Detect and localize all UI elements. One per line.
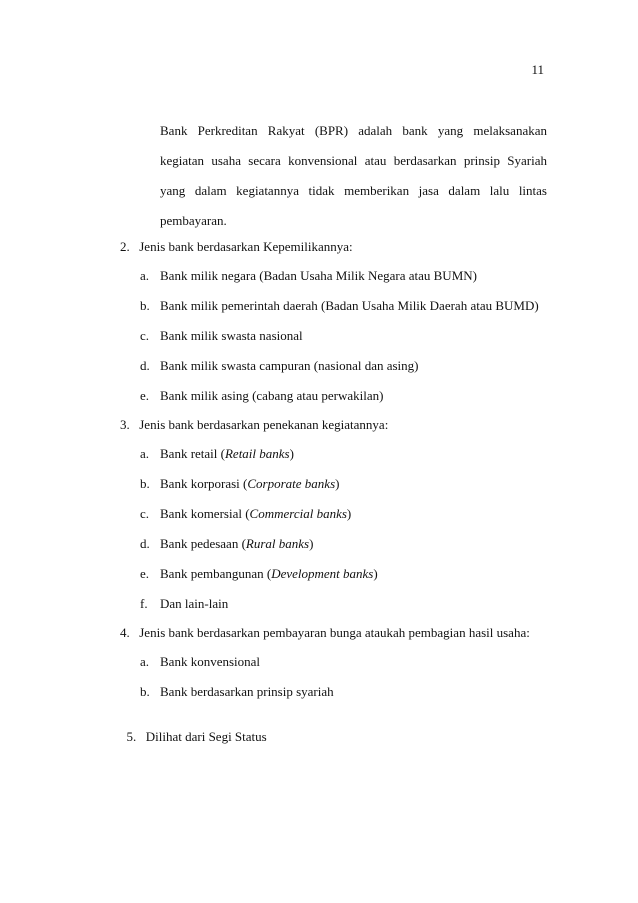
item-letter: e.: [140, 388, 150, 403]
item-letter: a.: [140, 446, 150, 461]
list-item: [140, 654, 260, 670]
item-italic-term: Development banks: [271, 566, 374, 581]
item-text: Bank komersial (: [160, 506, 250, 521]
page-number: 11: [531, 62, 544, 77]
item-letter: b.: [140, 298, 150, 313]
list-item: [140, 298, 539, 314]
section-title: Jenis bank berdasarkan pembayaran bunga ataukah pembagian hasil usaha:: [139, 625, 530, 640]
item-text: Bank milik swasta campuran (nasional dan asing): [160, 358, 419, 373]
item-italic-term: Corporate banks: [247, 476, 336, 491]
item-letter: c.: [140, 328, 150, 343]
list-item: [140, 328, 303, 344]
item-closing: ): [335, 476, 340, 491]
item-letter: d.: [140, 536, 150, 551]
item-closing: ): [373, 566, 378, 581]
item-letter: b.: [140, 476, 150, 491]
item-letter: d.: [140, 358, 150, 373]
item-text: Bank pedesaan (: [160, 536, 246, 551]
item-text: Bank milik swasta nasional: [160, 328, 303, 343]
item-italic-term: Rural banks: [245, 536, 310, 551]
paragraph-line: kegiatan usaha secara konvensional atau berdasarkan prinsip Syariah: [160, 153, 547, 168]
list-item: [140, 268, 477, 284]
list-item: [140, 566, 378, 582]
list-item: [140, 596, 228, 612]
item-letter: c.: [140, 506, 150, 521]
list-item: [140, 536, 313, 552]
paragraph-line: yang dalam kegiatannya tidak memberikan jasa dalam lalu lintas: [160, 183, 547, 198]
item-text: Bank berdasarkan prinsip syariah: [160, 684, 334, 699]
section-number: 3.: [120, 417, 130, 432]
item-letter: a.: [140, 268, 150, 283]
item-letter: e.: [140, 566, 150, 581]
paragraph-line: Bank Perkreditan Rakyat (BPR) adalah bank yang melaksanakan: [160, 123, 547, 138]
section-4-heading: [120, 625, 530, 641]
section-number: 4.: [120, 625, 130, 640]
item-closing: ): [346, 506, 352, 521]
item-text: Bank konvensional: [160, 654, 261, 669]
section-title: Dilihat dari Segi Status: [142, 729, 267, 744]
section-3-heading: [120, 417, 388, 433]
list-item: [140, 388, 383, 404]
item-text: Bank milik asing (cabang atau perwakilan): [160, 388, 384, 403]
section-5-heading: [120, 713, 267, 744]
section-title: Jenis bank berdasarkan penekanan kegiatannya:: [139, 417, 389, 432]
list-item: [140, 506, 351, 522]
section-title: Jenis bank berdasarkan Kepemilikannya:: [139, 239, 353, 254]
item-italic-term: Commercial banks: [249, 506, 347, 521]
item-text: Bank milik negara (Badan Usaha Milik Negara atau BUMN): [160, 268, 477, 283]
list-item: [140, 476, 339, 492]
paragraph-line: pembayaran.: [160, 213, 227, 228]
item-text: Bank pembangunan (: [160, 566, 272, 581]
list-item: [140, 358, 419, 374]
item-italic-term: Retail banks: [224, 446, 290, 461]
item-closing: ): [309, 536, 314, 551]
section-number: 2.: [120, 239, 130, 254]
list-item: [140, 446, 294, 462]
item-letter: b.: [140, 684, 150, 699]
list-item: [140, 684, 334, 700]
item-text: Dan lain-lain: [160, 596, 229, 611]
item-text: Bank retail (: [160, 446, 225, 461]
item-text: Bank korporasi (: [160, 476, 248, 491]
section-2-heading: [120, 239, 353, 255]
item-letter: f.: [140, 596, 148, 611]
section-number: 5.: [126, 729, 137, 744]
item-closing: ): [289, 446, 294, 461]
item-text: Bank milik pemerintah daerah (Badan Usaha Milik Daerah atau BUMD): [160, 298, 539, 313]
item-letter: a.: [140, 654, 150, 669]
